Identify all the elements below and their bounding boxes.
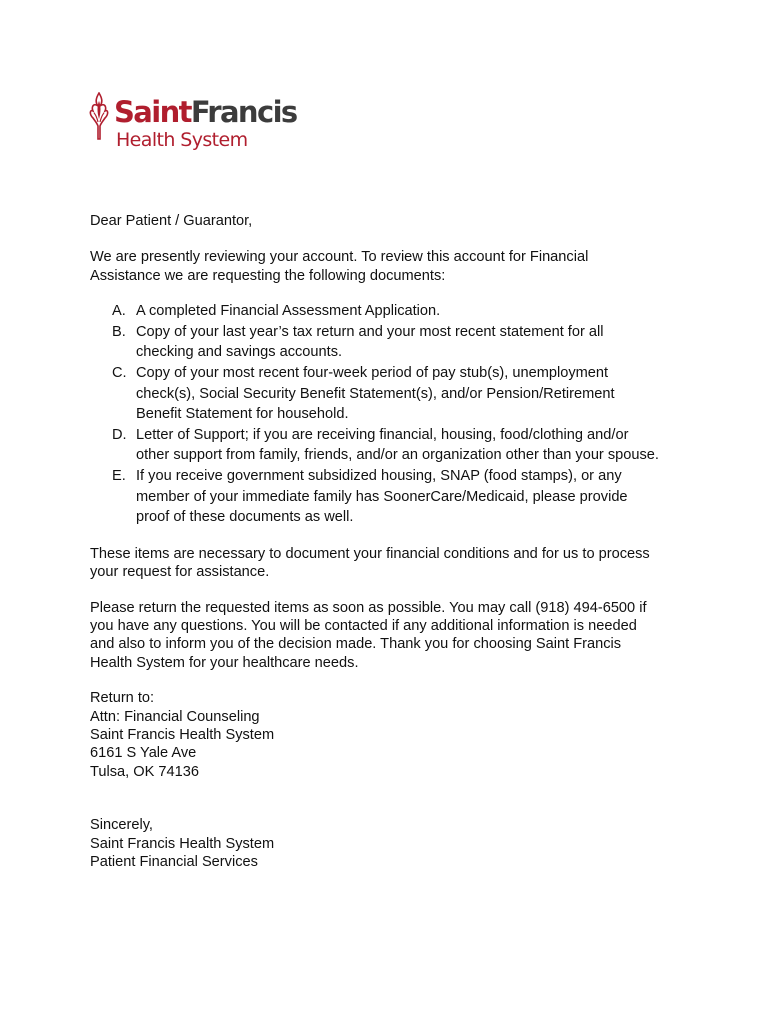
return-city: Tulsa, OK 74136 xyxy=(90,763,199,780)
list-item-line: Benefit Statement for household. xyxy=(136,406,349,423)
paragraph-line: and also to inform you of the decision made. Thank you for choosing Saint Francis xyxy=(90,636,622,653)
list-item xyxy=(90,363,690,425)
flame-icon xyxy=(88,92,110,140)
list-item xyxy=(90,466,690,528)
logo-name-saint: Saint xyxy=(114,95,191,129)
paragraph-line: you have any questions. You will be contacted if any additional information is needed xyxy=(90,617,637,634)
letter-body xyxy=(90,212,690,871)
return-org: Saint Francis Health System xyxy=(90,727,275,743)
list-item-line: proof of these documents as well. xyxy=(136,509,354,526)
list-item-line: Copy of your last year’s tax return and your most recent statement for all xyxy=(136,323,604,340)
closing-sincerely: Sincerely, xyxy=(90,817,153,834)
return-label: Return to: xyxy=(90,690,155,707)
saint-francis-logo xyxy=(88,92,297,158)
list-item xyxy=(90,322,690,363)
list-item-line: check(s), Social Security Benefit Statement(s), and/or Pension/Retirement xyxy=(136,385,615,402)
intro-line: Assistance we are requesting the following documents: xyxy=(90,267,446,284)
logo-name-francis: Francis xyxy=(190,95,297,129)
list-item-line: checking and savings accounts. xyxy=(136,344,343,361)
list-marker: A. xyxy=(112,303,126,320)
return-address xyxy=(90,689,690,781)
document-list xyxy=(90,301,690,528)
return-street: 6161 S Yale Ave xyxy=(90,745,197,762)
list-marker: E. xyxy=(112,467,126,484)
list-marker: C. xyxy=(112,365,127,381)
list-item xyxy=(90,425,690,466)
closing-dept: Patient Financial Services xyxy=(90,854,258,871)
list-item xyxy=(90,301,690,322)
list-item-line: A completed Financial Assessment Application. xyxy=(136,303,441,320)
greeting: Dear Patient / Guarantor, xyxy=(90,213,253,229)
list-item-line: If you receive government subsidized housing, SNAP (food stamps), or any xyxy=(136,467,622,484)
return-request-paragraph xyxy=(90,599,690,673)
return-attn: Attn: Financial Counseling xyxy=(90,708,260,725)
logo-subtitle: Health System xyxy=(116,129,248,151)
paragraph-line: Health System for your healthcare needs. xyxy=(90,654,359,671)
list-item-line: Copy of your most recent four-week period of pay stub(s), unemployment xyxy=(136,365,609,381)
logo-wordmark xyxy=(114,96,297,128)
paragraph-line: Please return the requested items as soon as possible. You may call (918) 494-6500 if xyxy=(90,599,647,616)
intro-paragraph xyxy=(90,248,690,285)
list-marker: B. xyxy=(112,323,126,340)
paragraph-line: your request for assistance. xyxy=(90,564,270,581)
list-item-line: member of your immediate family has SoonerCare/Medicaid, please provide xyxy=(136,488,628,505)
list-item-line: Letter of Support; if you are receiving financial, housing, food/clothing and/or xyxy=(136,426,629,443)
list-item-line: other support from family, friends, and/or an organization other than your spouse. xyxy=(136,447,659,464)
paragraph-line: These items are necessary to document your financial conditions and for us to process xyxy=(90,545,650,562)
list-marker: D. xyxy=(112,426,127,443)
necessity-paragraph xyxy=(90,545,690,582)
closing xyxy=(90,816,690,871)
closing-org: Saint Francis Health System xyxy=(90,835,275,852)
intro-line: We are presently reviewing your account. To review this account for Financial xyxy=(90,249,589,266)
